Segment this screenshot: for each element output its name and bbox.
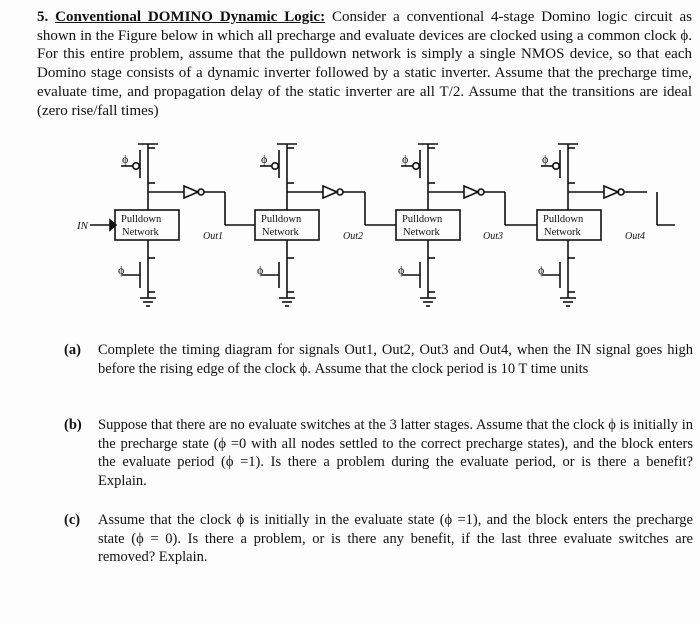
pulldown-label-line2-2: Network xyxy=(262,227,299,238)
pmos-bubble-4 xyxy=(553,163,559,169)
output-label-1: Out1 xyxy=(203,231,223,242)
part-a-text: Complete the timing diagram for signals Out1, Out2, Out3 and Out4, when the IN signal goes high before the rising edge of the clock ϕ. Assume that the clock period is 10 T time units xyxy=(98,342,693,377)
part-c-label: (c) xyxy=(64,512,81,528)
part-c-text: Assume that the clock ϕ is initially in the evaluate state (ϕ =1), and the block enters the precharge state (ϕ = 0). Is there a problem, or is there any benefit, if the last three evaluate switches are removed? Explain. xyxy=(98,512,693,565)
part-a-label: (a) xyxy=(64,342,81,358)
inverter-triangle-4 xyxy=(604,186,618,198)
input-label: IN xyxy=(77,220,88,232)
problem-text: Consider a conventional 4-stage Domino logic circuit as shown in the Figure below in which all precharge and evaluate devices are clocked using a common clock ϕ. For this entire problem, assume that the pulldown network is simply a single NMOS device, so that each Domino stage consists of a dynamic inverter followed by a static inverter. Assume that the precharge time, evaluate time, and propagation delay of the static inverter are all T/2. Assume that the transitions are ideal (zero rise/fall times) xyxy=(37,9,693,119)
output-label-3: Out3 xyxy=(483,231,503,242)
part-b-label: (b) xyxy=(64,417,82,433)
pulldown-label-line2-1: Network xyxy=(122,227,159,238)
pmos-bubble-2 xyxy=(272,163,278,169)
clock-phi-top-3: ϕ xyxy=(402,152,409,166)
part-b-text: Suppose that there are no evaluate switches at the 3 latter stages. Assume that the clock ϕ is initially in the precharge state (ϕ =0 with all nodes settled to the correct precharge states), and the block enters the evaluate period (ϕ =1). Is there a problem during the evaluate period, or is there a benefit? Explain. xyxy=(98,417,693,489)
part-a xyxy=(64,341,693,378)
pulldown-label-line2-4: Network xyxy=(544,227,581,238)
pulldown-label-line1-4: Pulldown xyxy=(543,214,584,225)
clock-phi-bottom-3: ϕ xyxy=(398,263,405,277)
clock-phi-bottom-2: ϕ xyxy=(257,263,264,277)
inverter-triangle-1 xyxy=(184,186,198,198)
pulldown-label-line1-1: Pulldown xyxy=(121,214,162,225)
clock-phi-bottom-4: ϕ xyxy=(538,263,545,277)
clock-phi-top-4: ϕ xyxy=(542,152,549,166)
output-label-2: Out2 xyxy=(343,231,363,242)
pulldown-label-line2-3: Network xyxy=(403,227,440,238)
inverter-triangle-2 xyxy=(323,186,337,198)
part-b xyxy=(64,416,693,490)
clock-phi-top-2: ϕ xyxy=(261,152,268,166)
output-label-4: Out4 xyxy=(625,231,645,242)
pmos-bubble-3 xyxy=(413,163,419,169)
pulldown-label-line1-3: Pulldown xyxy=(402,214,443,225)
clock-phi-bottom-1: ϕ xyxy=(118,263,125,277)
problem-number: 5. xyxy=(37,9,49,25)
pmos-bubble-1 xyxy=(133,163,139,169)
inverter-triangle-3 xyxy=(464,186,478,198)
part-c xyxy=(64,511,693,567)
pulldown-label-line1-2: Pulldown xyxy=(261,214,302,225)
problem-title: Conventional DOMINO Dynamic Logic: xyxy=(55,9,326,25)
clock-phi-top-1: ϕ xyxy=(122,152,129,166)
